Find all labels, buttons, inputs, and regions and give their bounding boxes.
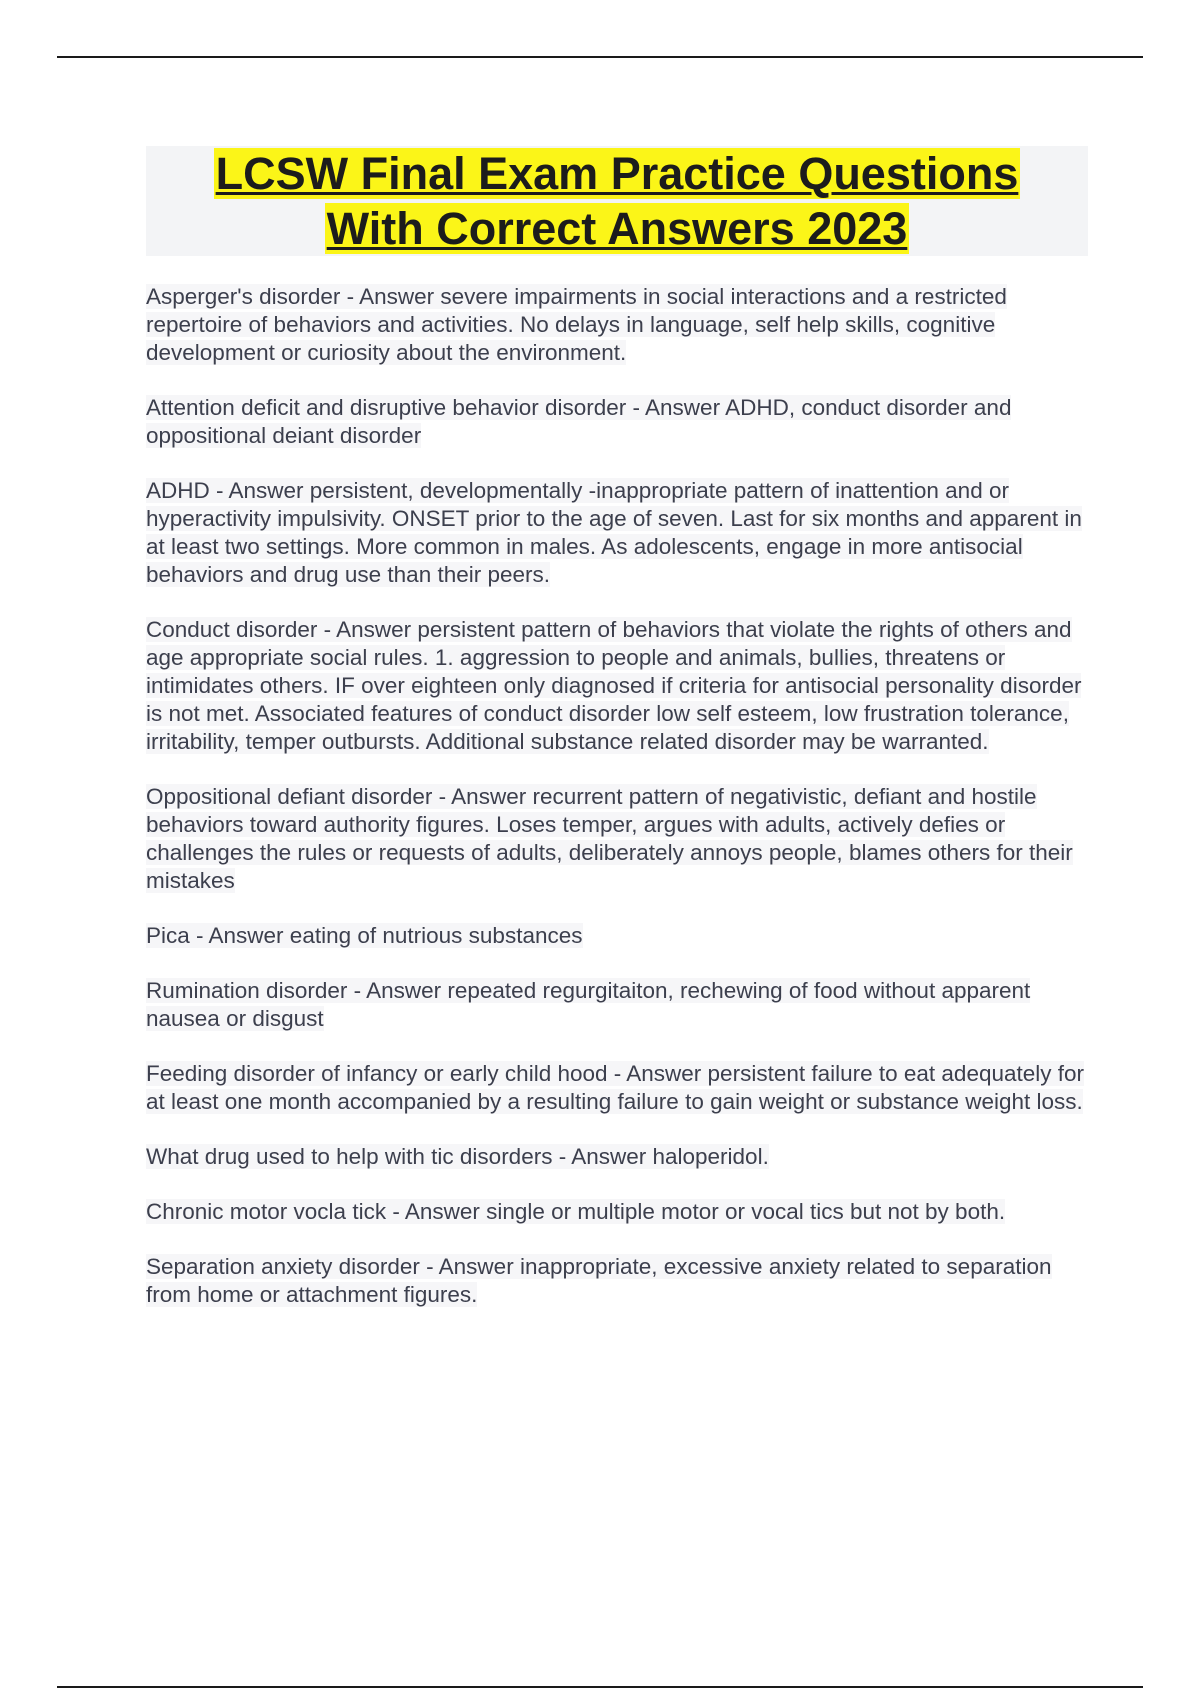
qa-entry-text: Rumination disorder - Answer repeated regurgitaiton, rechewing of food without apparent nausea or disgust bbox=[146, 978, 1031, 1031]
title-line-1-text: LCSW Final Exam Practice Questions bbox=[215, 148, 1019, 199]
qa-list bbox=[146, 283, 1096, 1336]
qa-entry-pica bbox=[146, 922, 1096, 950]
qa-entry-text: Oppositional defiant disorder - Answer recurrent pattern of negativistic, defiant and hostile behaviors toward authority figures. Loses temper, argues with adults, actively defies or challenges the rules or requests of adults, deliberately annoys people, blames others for their mistakes bbox=[146, 784, 1073, 893]
qa-entry-text: Pica - Answer eating of nutrious substances bbox=[146, 923, 583, 948]
qa-entry-text: Conduct disorder - Answer persistent pattern of behaviors that violate the rights of others and age appropriate social rules. 1. aggression to people and animals, bullies, threatens or intimidates others. IF over eighteen only diagnosed if criteria for antisocial personality disorder is not met. Associated features of conduct disorder low self esteem, low frustration tolerance, irritability, temper outbursts. Additional substance related disorder may be warranted. bbox=[146, 617, 1082, 754]
qa-entry-conduct-disorder bbox=[146, 616, 1096, 756]
qa-entry-tic-drug bbox=[146, 1143, 1096, 1171]
qa-entry-separation-anxiety bbox=[146, 1253, 1096, 1309]
footer-rule bbox=[57, 1686, 1143, 1688]
qa-entry-chronic-tic bbox=[146, 1198, 1096, 1226]
header-rule bbox=[57, 56, 1143, 58]
qa-entry-text: What drug used to help with tic disorders - Answer haloperidol. bbox=[146, 1144, 769, 1169]
qa-entry-aspergers bbox=[146, 283, 1096, 367]
title-line-2 bbox=[146, 201, 1088, 256]
document-title bbox=[146, 146, 1088, 256]
qa-entry-text: Separation anxiety disorder - Answer inappropriate, excessive anxiety related to separation from home or attachment figures. bbox=[146, 1254, 1052, 1307]
qa-entry-text: Chronic motor vocla tick - Answer single or multiple motor or vocal tics but not by both. bbox=[146, 1199, 1006, 1224]
qa-entry-text: Attention deficit and disruptive behavior disorder - Answer ADHD, conduct disorder and oppositional deiant disorder bbox=[146, 395, 1012, 448]
qa-entry-text: Asperger's disorder - Answer severe impairments in social interactions and a restricted repertoire of behaviors and activities. No delays in language, self help skills, cognitive development or curiosity about the environment. bbox=[146, 284, 1007, 365]
qa-entry-attention-deficit bbox=[146, 394, 1096, 450]
qa-entry-rumination bbox=[146, 977, 1096, 1033]
qa-entry-adhd bbox=[146, 477, 1096, 589]
qa-entry-feeding-disorder bbox=[146, 1060, 1096, 1116]
qa-entry-text: Feeding disorder of infancy or early child hood - Answer persistent failure to eat adequately for at least one month accompanied by a resulting failure to gain weight or substance weight loss. bbox=[146, 1061, 1085, 1114]
qa-entry-oppositional-defiant bbox=[146, 783, 1096, 895]
title-line-1 bbox=[146, 146, 1088, 201]
qa-entry-text: ADHD - Answer persistent, developmentally -inappropriate pattern of inattention and or hyperactivity impulsivity. ONSET prior to the age of seven. Last for six months and apparent in at least two settings. More common in males. As adolescents, engage in more antisocial behaviors and drug use than their peers. bbox=[146, 478, 1082, 587]
title-line-2-text: With Correct Answers 2023 bbox=[326, 203, 908, 254]
